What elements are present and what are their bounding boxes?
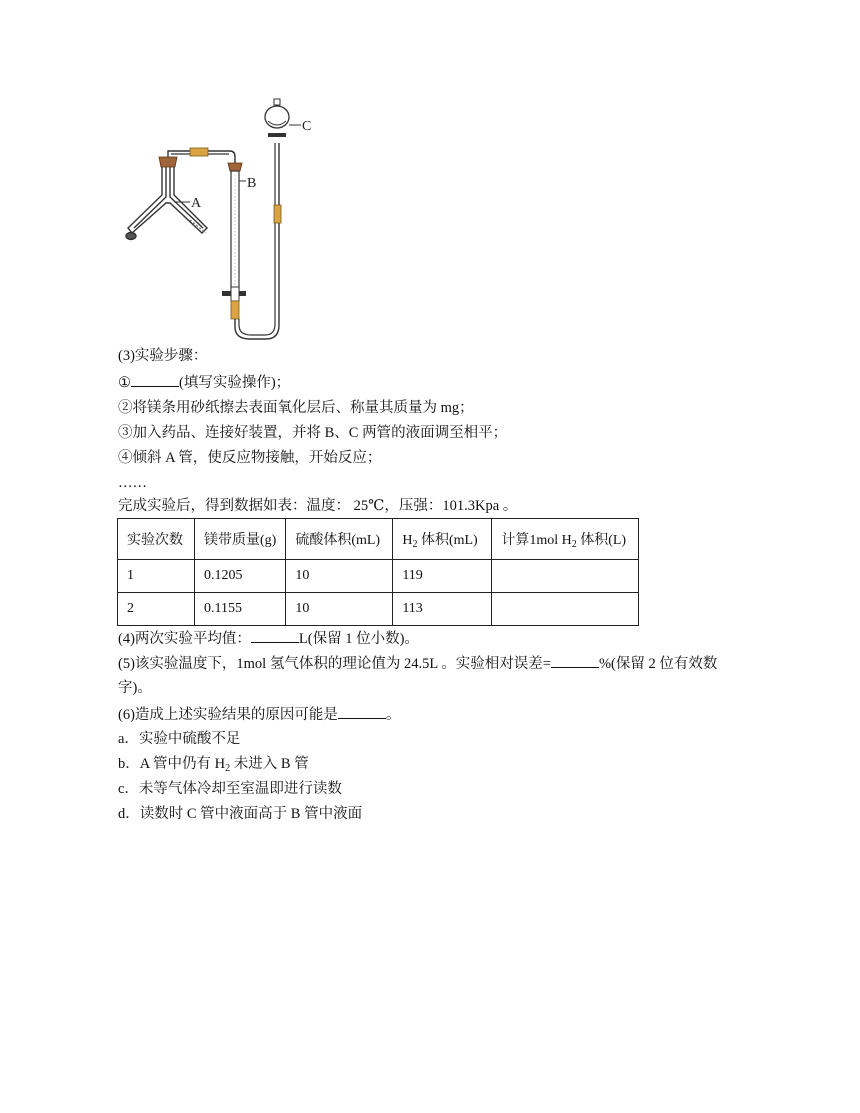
q4-prefix: (4)两次实验平均值： bbox=[118, 631, 251, 647]
table-cell: 0.1155 bbox=[195, 593, 286, 626]
step-1-blank[interactable] bbox=[131, 372, 179, 387]
rubber-joint-c bbox=[274, 205, 281, 223]
header-h2-volume bbox=[393, 519, 492, 560]
table-cell: 1 bbox=[118, 560, 195, 593]
option-b[interactable] bbox=[118, 754, 309, 774]
header-h2-h: H bbox=[402, 533, 413, 548]
table-row bbox=[118, 560, 639, 593]
step-1-suffix: (填写实验操作)； bbox=[179, 375, 291, 391]
header-molar-pre: 计算1mol H bbox=[501, 533, 572, 548]
question-5 bbox=[118, 653, 717, 674]
label-a: A bbox=[191, 196, 202, 211]
q5-blank[interactable] bbox=[551, 653, 599, 668]
header-mass: 镁带质量(g) bbox=[195, 519, 286, 560]
q6-suffix: 。 bbox=[385, 707, 401, 723]
data-table bbox=[117, 518, 639, 626]
stopper-b bbox=[228, 163, 242, 171]
header-molar-volume bbox=[492, 519, 639, 560]
table-cell: 0.1205 bbox=[195, 560, 286, 593]
table-cell: 10 bbox=[286, 593, 393, 626]
header-molar-sub: 2 bbox=[571, 539, 577, 550]
steps-heading: (3)实验步骤： bbox=[118, 348, 208, 364]
step-2: ②将镁条用砂纸擦去表面氧化层后、称量其质量为 mg； bbox=[118, 400, 474, 416]
data-intro: 完成实验后，得到数据如表：温度： 25℃，压强：101.3Kpa 。 bbox=[118, 498, 518, 514]
step-4: ④倾斜 A 管，使反应物接触，开始反应； bbox=[118, 450, 382, 466]
table-cell: 10 bbox=[286, 560, 393, 593]
funnel-c bbox=[265, 99, 301, 137]
q4-blank[interactable] bbox=[251, 628, 299, 643]
q5-suffix: %(保留 2 位有效数 bbox=[598, 656, 718, 672]
opt-b-prefix: b．A 管中仍有 H bbox=[118, 756, 226, 772]
question-4 bbox=[118, 628, 419, 649]
rubber-tube-u bbox=[235, 143, 279, 339]
stopper-a bbox=[159, 157, 177, 167]
burette-b bbox=[222, 171, 246, 319]
step-3: ③加入药品、连接好装置，并将 B、C 两管的液面调至相平； bbox=[118, 425, 508, 441]
q4-suffix: L(保留 1 位小数)。 bbox=[298, 631, 419, 647]
table-cell-answer[interactable] bbox=[492, 593, 639, 626]
step-1 bbox=[118, 372, 290, 393]
header-h2-sub: 2 bbox=[412, 539, 418, 550]
opt-b-suffix: 未进入 B 管 bbox=[230, 756, 309, 772]
step-1-prefix: ① bbox=[118, 375, 131, 391]
table-cell: 2 bbox=[118, 593, 195, 626]
label-c: C bbox=[302, 119, 312, 134]
option-c[interactable]: c．未等气体冷却至室温即进行读数 bbox=[118, 781, 342, 797]
table-header-row bbox=[118, 519, 639, 560]
table-cell: 119 bbox=[393, 560, 492, 593]
label-b: B bbox=[247, 176, 257, 191]
table-cell-answer[interactable] bbox=[492, 560, 639, 593]
q6-blank[interactable] bbox=[338, 704, 386, 719]
opt-b-sub: 2 bbox=[225, 763, 231, 774]
header-acid-volume: 硫酸体积(mL) bbox=[286, 519, 393, 560]
q5-prefix: (5)该实验温度下，1mol 氢气体积的理论值为 24.5L 。实验相对误差= bbox=[118, 656, 551, 672]
table-cell: 113 bbox=[393, 593, 492, 626]
rubber-joint-top bbox=[190, 148, 208, 156]
ellipsis: …… bbox=[118, 475, 147, 491]
apparatus-figure bbox=[118, 95, 333, 345]
question-5-cont: 字)。 bbox=[118, 680, 152, 696]
header-h2-rest: 体积(mL) bbox=[417, 533, 478, 548]
option-d[interactable]: d．读数时 C 管中液面高于 B 管中液面 bbox=[118, 806, 363, 822]
option-a[interactable]: a．实验中硫酸不足 bbox=[118, 731, 241, 747]
table-row bbox=[118, 593, 639, 626]
question-6 bbox=[118, 704, 400, 725]
header-trial: 实验次数 bbox=[118, 519, 195, 560]
q6-prefix: (6)造成上述实验结果的原因可能是 bbox=[118, 707, 338, 723]
header-molar-rest: 体积(L) bbox=[576, 533, 627, 548]
